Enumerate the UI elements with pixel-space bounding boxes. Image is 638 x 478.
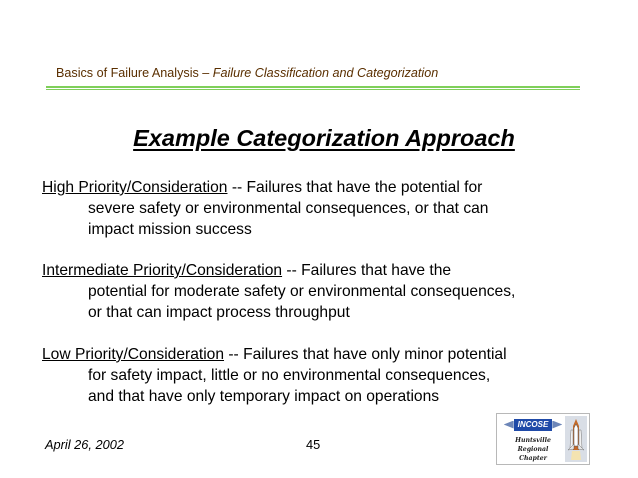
category-lead: Low Priority/Consideration [42, 346, 225, 363]
chapter-logo [496, 413, 590, 465]
category-first-line: -- Failures that have only minor potential [224, 346, 507, 363]
header-rule [46, 86, 580, 88]
slide-header [56, 66, 438, 80]
chapter-name [499, 436, 567, 463]
header-rule-thin [46, 89, 580, 90]
category-item-intermediate [42, 260, 515, 323]
slide-title [0, 125, 638, 152]
category-lead: High Priority/Consideration [42, 179, 228, 196]
category-first-line: -- Failures that have the potential for [227, 179, 483, 196]
category-lead: Intermediate Priority/Consideration [42, 262, 283, 279]
arrow-left-icon [504, 421, 514, 429]
category-first-line: -- Failures that have the [282, 262, 452, 279]
space-shuttle-icon [565, 416, 587, 462]
category-line: or that can impact process throughput [88, 304, 350, 321]
incose-banner [501, 418, 565, 431]
footer-date: April 26, 2002 [45, 437, 124, 452]
category-line: severe safety or environmental consequences, or that can [88, 200, 489, 217]
category-line: potential for moderate safety or environmental consequences, [88, 283, 516, 300]
chapter-name-line1: Huntsville Regional [515, 437, 551, 453]
header-prefix: Basics of Failure Analysis – [56, 66, 213, 80]
category-item-low [42, 344, 507, 407]
slide-title-text: Example Categorization Approach [133, 125, 515, 151]
category-line: and that have only temporary impact on operations [88, 388, 440, 405]
arrow-right-icon [552, 421, 562, 429]
incose-label: INCOSE [514, 419, 553, 431]
category-item-high [42, 177, 488, 240]
header-italic: Failure Classification and Categorization [212, 66, 439, 80]
page-number: 45 [306, 437, 321, 452]
category-line: for safety impact, little or no environmental consequences, [88, 367, 491, 384]
chapter-name-line2: Chapter [519, 455, 547, 462]
category-line: impact mission success [88, 221, 252, 238]
